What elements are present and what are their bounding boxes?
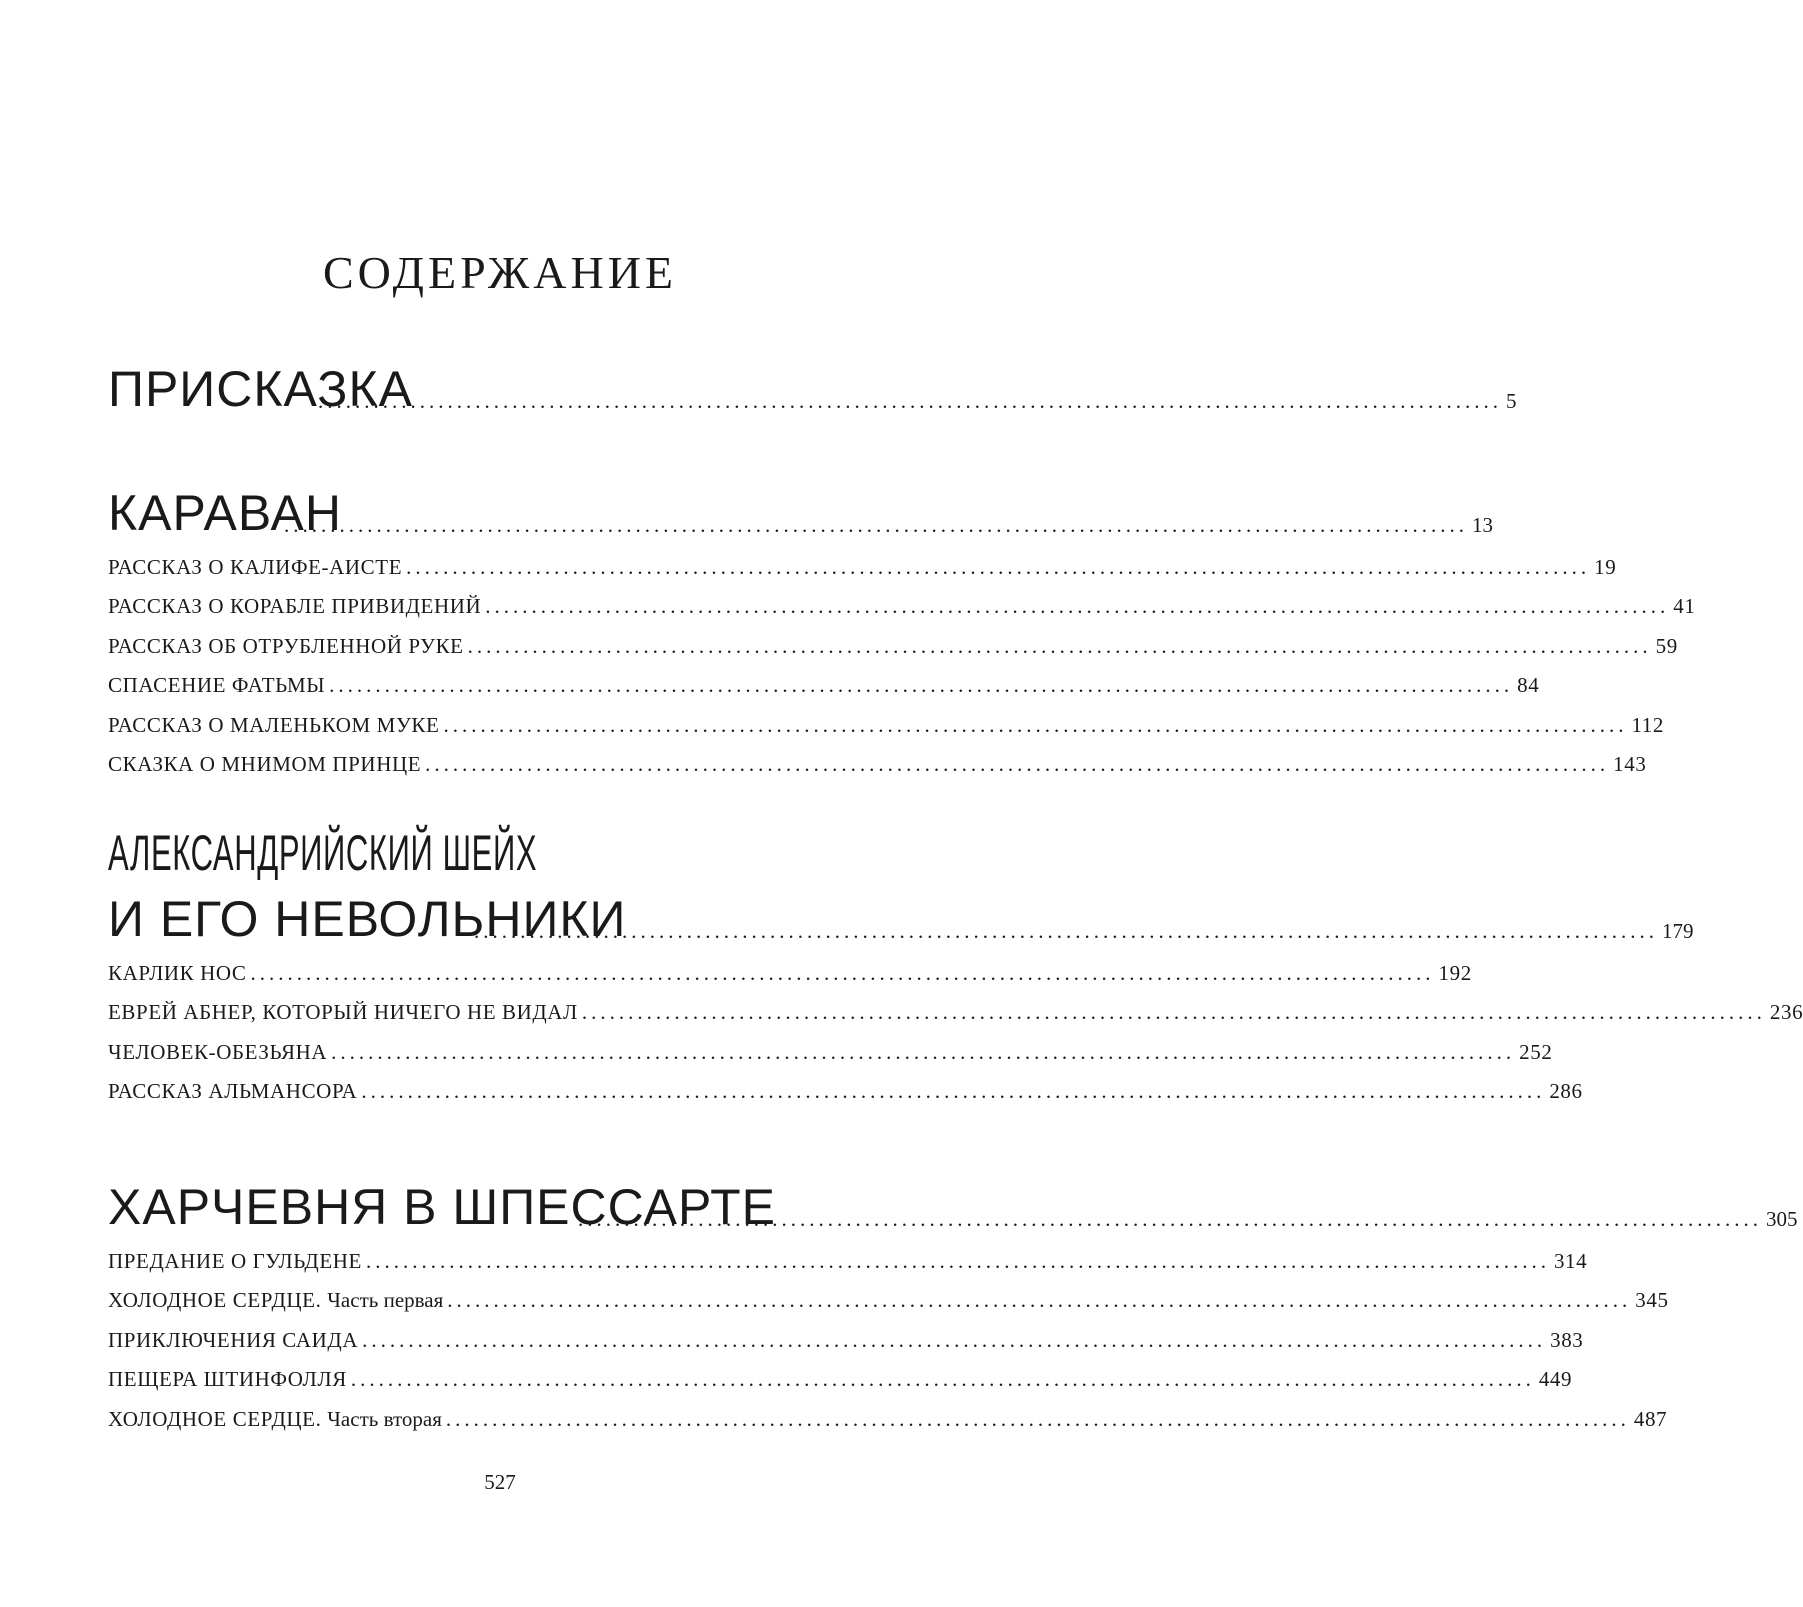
dot-leader: ................................................................................................................................	[406, 554, 1591, 579]
dot-leader: ................................................................................................................................	[578, 1207, 1762, 1231]
page-number: 345	[1635, 1288, 1669, 1312]
page-title: СОДЕРЖАНИЕ	[322, 247, 678, 298]
dot-leader: ................................................................................................................................	[361, 1079, 1546, 1103]
entry-title: СКАЗКА О МНИМОМ ПРИНЦЕ	[108, 752, 422, 776]
toc-section-spessart-inn	[108, 1166, 1798, 1431]
entry-title: ПЕЩЕРА ШТИНФОЛЛЯ	[108, 1367, 347, 1391]
toc-entry[interactable]	[108, 1351, 1573, 1391]
entry-title: ЕВРЕЙ АБНЕР, КОТОРЫЙ НИЧЕГО НЕ ВИДАЛ	[108, 1000, 578, 1024]
entry-title: РАССКАЗ О КОРАБЛЕ ПРИВИДЕНИЙ	[108, 594, 482, 618]
toc-entry[interactable]	[108, 1390, 1668, 1431]
toc-entry[interactable]	[108, 1232, 1588, 1273]
page-number: 286	[1549, 1079, 1583, 1103]
entry-title: ПРИКЛЮЧЕНИЯ САИДА	[108, 1327, 359, 1352]
dot-leader: ................................................................................................................................	[329, 673, 1514, 697]
toc-entry[interactable]	[108, 1311, 1584, 1352]
section-heading: ХАРЧЕВНЯ В ШПЕССАРТЕ	[108, 1179, 776, 1235]
toc-entry[interactable]	[108, 1272, 1669, 1312]
dot-leader: ................................................................................................................................	[485, 594, 1670, 618]
entry-title: ПРЕДАНИЕ О ГУЛЬДЕНЕ	[108, 1248, 362, 1273]
toc-entry[interactable]	[108, 984, 1803, 1024]
toc-section-caravan	[108, 484, 1696, 776]
toc-entry[interactable]	[108, 736, 1647, 776]
dot-leader: ................................................................................................................................	[331, 1039, 1516, 1064]
page-number: 192	[1438, 960, 1472, 985]
section-heading-line1: АЛЕКСАНДРИЙСКИЙ ШЕЙХ	[108, 825, 538, 881]
entry-title: РАССКАЗ АЛЬМАНСОРА	[108, 1079, 358, 1103]
page-number: 143	[1613, 752, 1647, 776]
section-heading-row[interactable]	[108, 484, 1493, 541]
toc-entry[interactable]	[108, 578, 1696, 618]
dot-leader: ................................................................................................................................	[250, 960, 1435, 985]
section-heading-row[interactable]	[108, 361, 1517, 417]
dot-leader: ................................................................................................................................	[467, 633, 1652, 658]
page-number: 19	[1594, 554, 1617, 579]
dot-leader: ................................................................................................................................	[318, 389, 1502, 413]
entry-title-wrap	[108, 1406, 442, 1431]
dot-leader: ................................................................................................................................	[365, 1248, 1550, 1273]
page-number: 59	[1655, 633, 1678, 658]
toc-entry[interactable]	[108, 538, 1617, 579]
entry-title-wrap	[108, 1290, 443, 1311]
toc-entry[interactable]	[108, 1023, 1553, 1064]
page-number: 179	[1662, 919, 1694, 943]
entry-title: ХОЛОДНОЕ СЕРДЦЕ.	[108, 1288, 322, 1312]
dot-leader: ................................................................................................................................	[445, 1406, 1630, 1431]
entry-title: ХОЛОДНОЕ СЕРДЦЕ.	[108, 1406, 322, 1431]
section-heading: ПРИСКАЗКА	[108, 361, 413, 417]
toc-entry[interactable]	[108, 696, 1664, 737]
toc-entry[interactable]	[108, 1063, 1583, 1103]
entry-subtitle: Часть первая	[327, 1288, 444, 1312]
entry-title: ЧЕЛОВЕК-ОБЕЗЬЯНА	[108, 1039, 328, 1064]
toc-entry[interactable]	[108, 944, 1472, 985]
page-number: 305	[1766, 1207, 1798, 1231]
page-number: 383	[1550, 1327, 1584, 1352]
page-number: 236	[1769, 1000, 1803, 1024]
page-number: 5	[1506, 389, 1517, 413]
toc-section-prologue	[108, 361, 1517, 417]
entry-title: КАРЛИК НОС	[108, 960, 247, 985]
section-heading-row[interactable]	[108, 882, 1694, 947]
toc-section-alexandrian-sheikh	[108, 825, 1803, 1103]
dot-leader: ................................................................................................................................	[362, 1327, 1547, 1352]
entry-title: РАССКАЗ О МАЛЕНЬКОМ МУКЕ	[108, 712, 440, 737]
page-number: 84	[1517, 673, 1540, 697]
toc-entry[interactable]	[108, 657, 1540, 697]
page-number: 112	[1631, 712, 1664, 737]
dot-leader: ................................................................................................................................	[350, 1367, 1535, 1391]
dot-leader: ................................................................................................................................	[581, 1000, 1766, 1024]
dot-leader: ................................................................................................................................	[443, 712, 1628, 737]
entry-title: СПАСЕНИЕ ФАТЬМЫ	[108, 673, 326, 697]
dot-leader: ................................................................................................................................	[425, 752, 1610, 776]
page-number: 13	[1472, 513, 1493, 537]
entry-subtitle: Часть вторая	[327, 1406, 442, 1431]
section-heading-line2: И ЕГО НЕВОЛЬНИКИ	[108, 891, 627, 947]
entry-title: РАССКАЗ О КАЛИФЕ-АИСТЕ	[108, 554, 403, 579]
page-number: 449	[1538, 1367, 1573, 1391]
folio-page-number: 527	[484, 1470, 516, 1494]
toc-entry[interactable]	[108, 617, 1678, 658]
section-heading-line1-row	[108, 825, 868, 882]
dot-leader: ................................................................................................................................	[284, 513, 1468, 537]
section-heading-row[interactable]	[108, 1166, 1798, 1235]
dot-leader: ................................................................................................................................	[474, 919, 1658, 943]
page-number: 41	[1673, 594, 1696, 618]
page-number: 487	[1633, 1406, 1668, 1431]
section-heading: КАРАВАН	[108, 485, 342, 541]
page-number: 252	[1519, 1039, 1553, 1064]
dot-leader: ................................................................................................................................	[447, 1288, 1632, 1312]
entry-title: РАССКАЗ ОБ ОТРУБЛЕННОЙ РУКЕ	[108, 633, 464, 658]
page-number: 314	[1553, 1248, 1588, 1273]
